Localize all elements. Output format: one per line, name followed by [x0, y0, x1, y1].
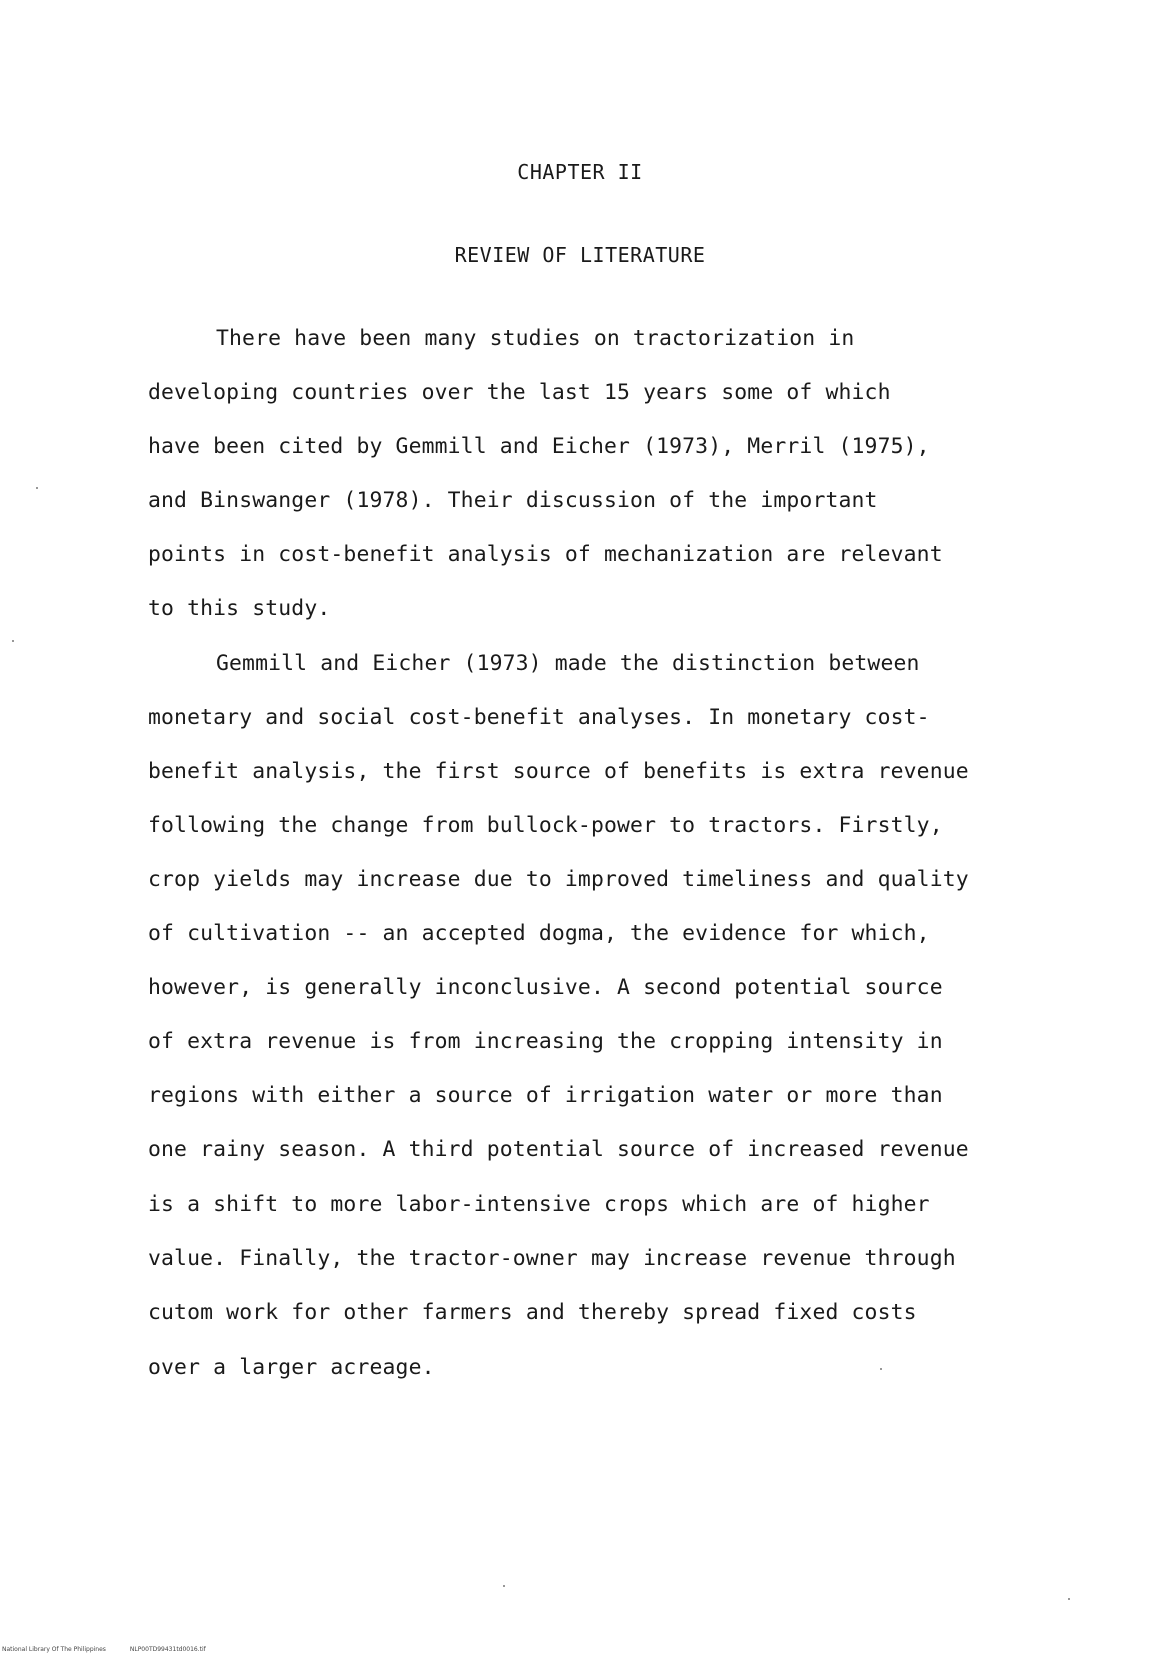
scan-speck — [12, 640, 14, 642]
scan-speck — [503, 1585, 505, 1587]
footer-library: National Library Of The Philippines — [2, 1646, 106, 1653]
paragraph-2-line: of extra revenue is from increasing the cropping intensity in — [148, 1029, 943, 1054]
section-title: REVIEW OF LITERATURE — [454, 243, 706, 267]
paragraph-1-line: points in cost-benefit analysis of mechanization are relevant — [148, 542, 943, 567]
scan-speck — [880, 1368, 882, 1370]
paragraph-2-line: is a shift to more labor-intensive crops which are of higher — [148, 1192, 930, 1217]
paragraph-1-line: have been cited by Gemmill and Eicher (1973), Merril (1975), — [148, 434, 930, 459]
chapter-heading: CHAPTER II — [517, 160, 643, 184]
paragraph-2-line: Gemmill and Eicher (1973) made the distinction between — [216, 651, 920, 676]
paragraph-2-line: of cultivation -- an accepted dogma, the evidence for which, — [148, 921, 930, 946]
scan-speck — [36, 487, 38, 489]
paragraph-2-line: value. Finally, the tractor-owner may increase revenue through — [148, 1246, 956, 1271]
paragraph-2-line: benefit analysis, the first source of benefits is extra revenue — [148, 759, 969, 784]
paragraph-2-line: regions with either a source of irrigation water or more than — [148, 1083, 943, 1108]
paragraph-1-line: to this study. — [148, 596, 331, 621]
paragraph-2-line: over a larger acreage. — [148, 1355, 435, 1380]
paragraph-1-line: and Binswanger (1978). Their discussion of the important — [148, 488, 878, 513]
paragraph-2-line: however, is generally inconclusive. A second potential source — [148, 975, 943, 1000]
paragraph-1-line: developing countries over the last 15 years some of which — [148, 380, 891, 405]
paragraph-1-line: There have been many studies on tractorization in — [216, 326, 855, 351]
scan-footer — [2, 1646, 206, 1653]
paragraph-2-line: cutom work for other farmers and thereby spread fixed costs — [148, 1300, 917, 1325]
scan-speck — [1068, 1598, 1070, 1600]
paragraph-2-line: one rainy season. A third potential source of increased revenue — [148, 1137, 969, 1162]
paragraph-2-line: monetary and social cost-benefit analyses. In monetary cost- — [148, 705, 930, 730]
paragraph-2-line: crop yields may increase due to improved timeliness and quality — [148, 867, 969, 892]
paragraph-2-line: following the change from bullock-power to tractors. Firstly, — [148, 813, 943, 838]
footer-file: NLP00TD99431td0016.tif — [129, 1646, 206, 1653]
